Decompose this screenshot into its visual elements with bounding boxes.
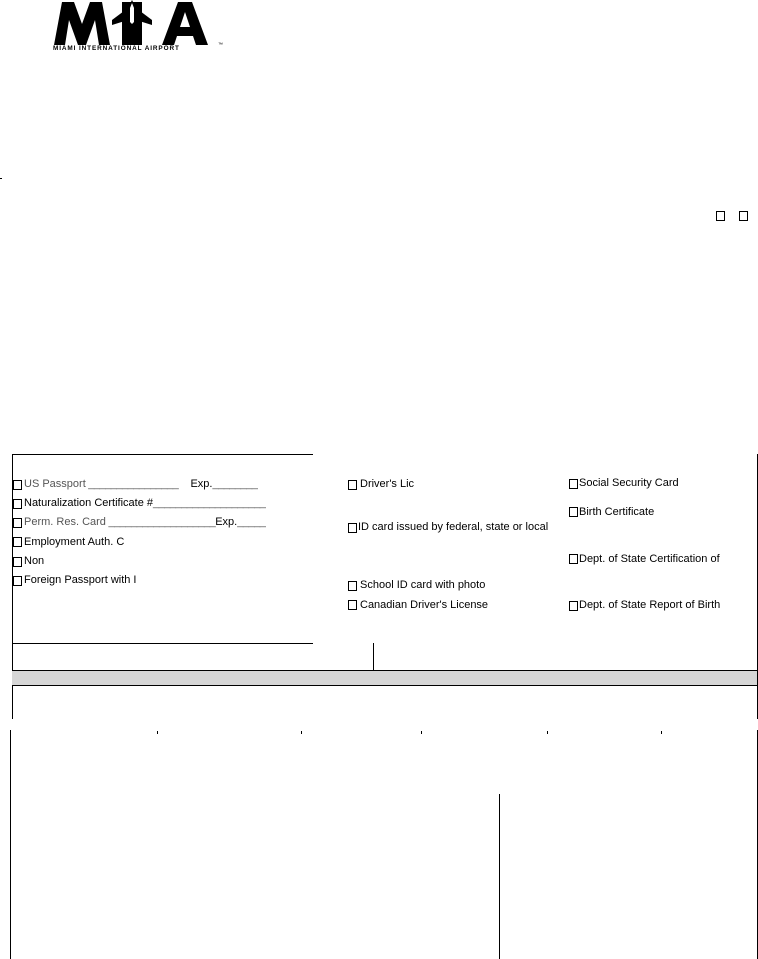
yes-checkbox[interactable] — [716, 211, 725, 221]
no-checkbox[interactable] — [739, 211, 748, 221]
perm-res-card-exp-line: _____ — [237, 516, 266, 528]
naturalization-line: ____________________ — [153, 497, 266, 509]
naturalization-item — [24, 497, 265, 510]
foreign-passport-label: Foreign Passport with I — [24, 574, 137, 586]
school-id-label: School ID card with photo — [360, 579, 486, 591]
school-id-checkbox[interactable] — [348, 581, 357, 591]
us-passport-line: ________________ — [85, 478, 179, 490]
us-passport-exp-label: Exp. — [190, 478, 213, 490]
trademark-symbol: ™ — [218, 42, 223, 48]
tick-mark — [157, 731, 158, 734]
gray-band — [12, 671, 757, 685]
birth-certificate-label: Birth Certificate — [579, 506, 655, 518]
perm-res-card-label: Perm. Res. Card — [24, 516, 106, 528]
birth-certificate-checkbox[interactable] — [569, 507, 578, 517]
tick-mark — [301, 731, 302, 734]
us-passport-item — [24, 478, 257, 491]
tick-mark — [421, 731, 422, 734]
naturalization-label: Naturalization Certificate # — [24, 497, 154, 509]
dept-state-report-label: Dept. of State Report of Birth — [579, 599, 721, 611]
tick-mark — [661, 731, 662, 734]
foreign-passport-checkbox[interactable] — [13, 576, 22, 586]
logo-subtitle: MIAMI INTERNATIONAL AIRPORT — [53, 45, 180, 52]
section-top-line — [12, 454, 313, 455]
employment-auth-checkbox[interactable] — [13, 537, 22, 547]
tick-mark — [547, 731, 548, 734]
dept-state-report-checkbox[interactable] — [569, 601, 578, 611]
naturalization-checkbox[interactable] — [13, 499, 22, 509]
drivers-lic-checkbox[interactable] — [348, 480, 357, 490]
id-card-label: ID card issued by federal, state or local — [358, 521, 549, 533]
employment-auth-label: Employment Auth. C — [24, 536, 125, 548]
us-passport-checkbox[interactable] — [13, 480, 22, 490]
margin-mark — [0, 178, 2, 179]
drivers-lic-label: Driver's Lic — [360, 478, 415, 490]
perm-res-card-line: ___________________ — [105, 516, 216, 528]
list-a-bottom-line — [12, 643, 313, 644]
us-passport-label: US Passport — [24, 478, 86, 490]
perm-res-card-item — [24, 516, 265, 529]
canadian-license-label: Canadian Driver's License — [360, 599, 489, 611]
dept-state-certification-label: Dept. of State Certification of — [579, 553, 720, 565]
non-label: Non — [24, 555, 45, 567]
dept-state-certification-checkbox[interactable] — [569, 554, 578, 564]
perm-res-card-checkbox[interactable] — [13, 518, 22, 528]
non-checkbox[interactable] — [13, 557, 22, 567]
canadian-license-checkbox[interactable] — [348, 600, 357, 610]
id-card-checkbox[interactable] — [348, 523, 357, 533]
perm-res-card-exp-label: Exp. — [215, 516, 238, 528]
lower-left-border — [10, 730, 11, 959]
band-bottom-line — [12, 685, 758, 686]
social-security-checkbox[interactable] — [569, 479, 578, 489]
us-passport-exp-line: ________ — [212, 478, 258, 490]
social-security-label: Social Security Card — [579, 477, 679, 489]
signature-divider — [499, 794, 500, 959]
divider-line — [373, 643, 374, 671]
